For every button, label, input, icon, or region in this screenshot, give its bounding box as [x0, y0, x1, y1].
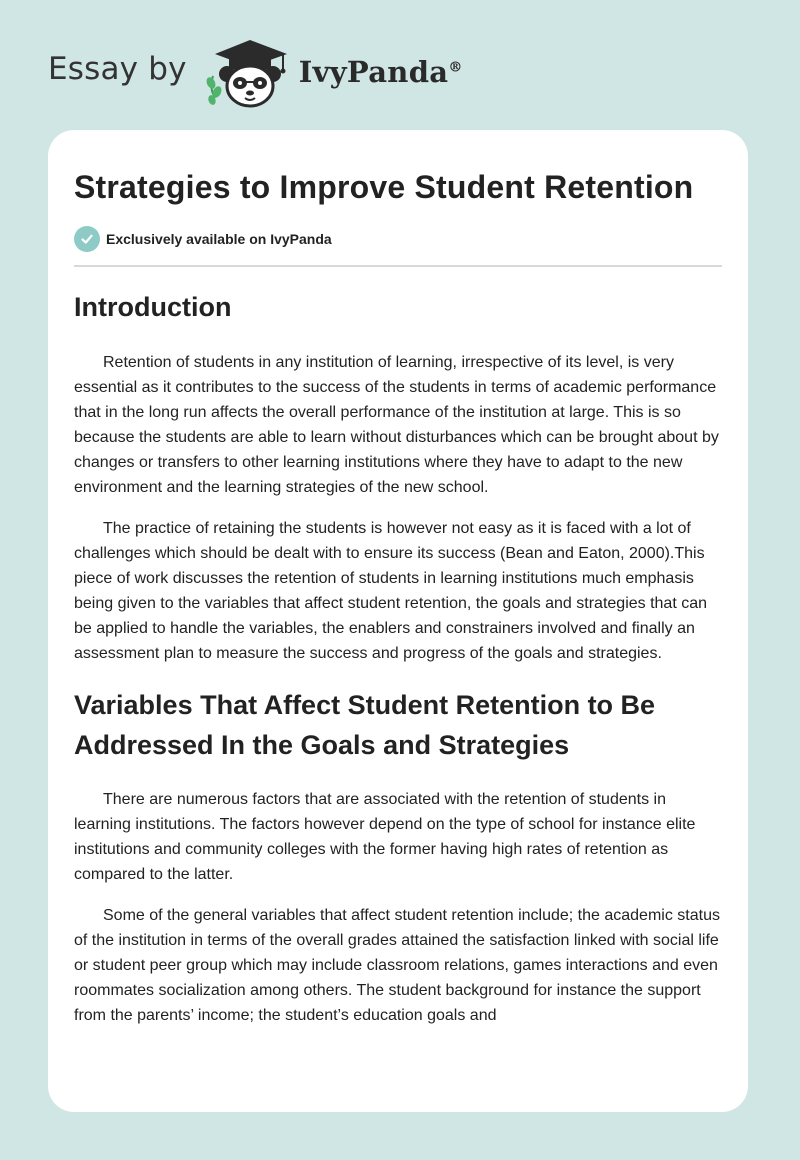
registered-mark: ® — [448, 59, 463, 76]
site-header — [48, 36, 463, 110]
ivypanda-logo-icon[interactable] — [205, 36, 295, 110]
paragraph: Some of the general variables that affect student retention include; the academic status of the institution in terms of the overall grades attained the satisfaction linked with social life or student peer group which may include classroom relations, games interactions and even roommates socialization among others. The student background for instance the support from the parents’ income; the student’s education goals and — [74, 907, 720, 1025]
page-title: Strategies to Improve Student Retention — [74, 169, 694, 205]
brand-name[interactable] — [299, 55, 463, 89]
exclusive-badge — [74, 226, 722, 252]
paragraph: Retention of students in any institution of learning, irrespective of its level, is very essential as it contributes to the success of the students in terms of academic performance that in the long run affects the overall performance of the institution at large. This is so because the students are able to learn without disturbances which can be brought about by changes or transfers to other learning institutions where they have to adapt to the new environment and the learning strategies of the new school. — [74, 354, 719, 497]
paragraph: There are numerous factors that are associated with the retention of students in learning institutions. The factors however depend on the type of school for instance elite institutions and community colleges with the former having high rates of retention as compared to the latter. — [74, 791, 696, 884]
exclusive-label: Exclusively available on IvyPanda — [106, 231, 332, 248]
brand-text: IvyPanda — [298, 55, 449, 89]
essay-by-label: Essay by — [48, 51, 187, 87]
section-heading-variables: Variables That Affect Student Retention to Be Addressed In the Goals and Strategies — [74, 690, 656, 761]
essay-card — [48, 130, 748, 1112]
section-heading-introduction: Introduction — [74, 292, 232, 323]
check-icon — [74, 226, 100, 252]
divider — [74, 265, 722, 267]
paragraph: The practice of retaining the students is however not easy as it is faced with a lot of challenges which should be dealt with to ensure its success (Bean and Eaton, 2000).This piece of work discusses the retention of students in learning institutions much emphasis being given to the variables that affect student retention, the goals and strategies that can be applied to handle the variables, the enablers and constrainers involved and finally an assessment plan to measure the success and progress of the goals and strategies. — [74, 520, 708, 663]
